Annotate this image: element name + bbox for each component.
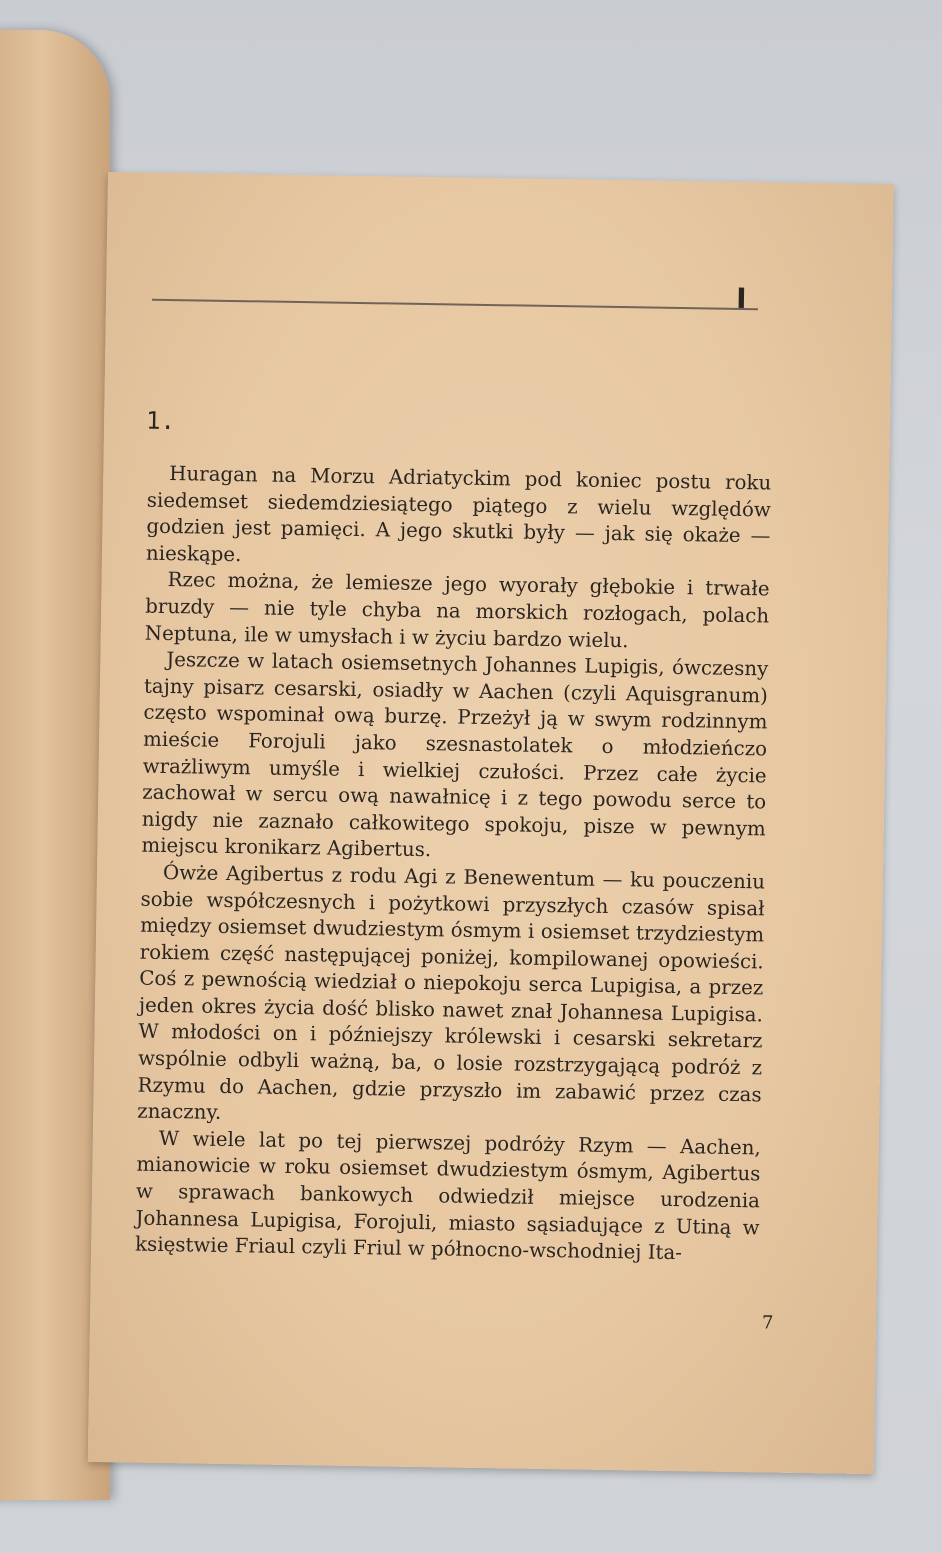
paragraph: Rzec można, że lemiesze jego wyorały głębokie i trwałe bruzdy — nie tyle chyba na morskich rozłogach, polach Neptuna, ile w umysłach i w życiu bardzo wielu. bbox=[144, 568, 770, 652]
paragraph: W wiele lat po tej pierwszej podróży Rzym — Aachen, mianowicie w roku osiemset dwudziestym ósmym, Agibertus w sprawach bankowych odwiedził miejsce urodzenia Johannesa Lupigisa, Forojuli, miasto sąsiadujące z Utiną w księstwie Friaul czyli Friul w północno-wschodniej Ita- bbox=[134, 1126, 761, 1265]
chapter-divider bbox=[152, 299, 758, 311]
page-number: 7 bbox=[761, 1312, 774, 1334]
body-text bbox=[135, 461, 771, 1269]
paragraph: Ówże Agibertus z rodu Agi z Benewentum — ku pouczeniu sobie współczesnych i pożytkowi przyszłych czasów spisał między osiemset dwudziestym ósmym i osiemset trzydziestym rokiem część następującej poniżej, kompilowanej opowieści. Coś z pewnością wiedział o niepokoju serca Lupigisa, a przez jeden okres życia dość blisko nawet znał Johannesa Lupigisa. W młodości on i późniejszy królewski i cesarski sekretarz wspólnie odbyli ważną, ba, o losie rozstrzygającą podróż z Rzymu do Aachen, gdzie przyszło im zabawić przez czas znaczny. bbox=[137, 860, 766, 1125]
chapter-number: I bbox=[735, 281, 747, 316]
section-number: 1. bbox=[145, 406, 176, 436]
book-page bbox=[88, 172, 894, 1474]
paragraph: Huragan na Morzu Adriatyckim pod koniec postu roku siedemset siedemdziesiątego piątego z wielu względów godzien jest pamięci. A jego skutki były — jak się okaże — nieskąpe. bbox=[145, 462, 772, 566]
paragraph: Jeszcze w latach osiemsetnych Johannes Lupigis, ówczesny tajny pisarz cesarski, osiadły w Aachen (czyli Aquisgranum) często wspominał ową burzę. Przeżył ją w swym rodzinnym mieście Forojuli jako szesnastolatek o młodzieńczo wrażliwym umyśle i wielkiej czułości. Przez całe życie zachował w sercu ową nawałnicę i z tego powodu serce to nigdy nie zaznało całkowitego spokoju, pisze w pewnym miejscu kronikarz Agibertus. bbox=[141, 648, 769, 862]
